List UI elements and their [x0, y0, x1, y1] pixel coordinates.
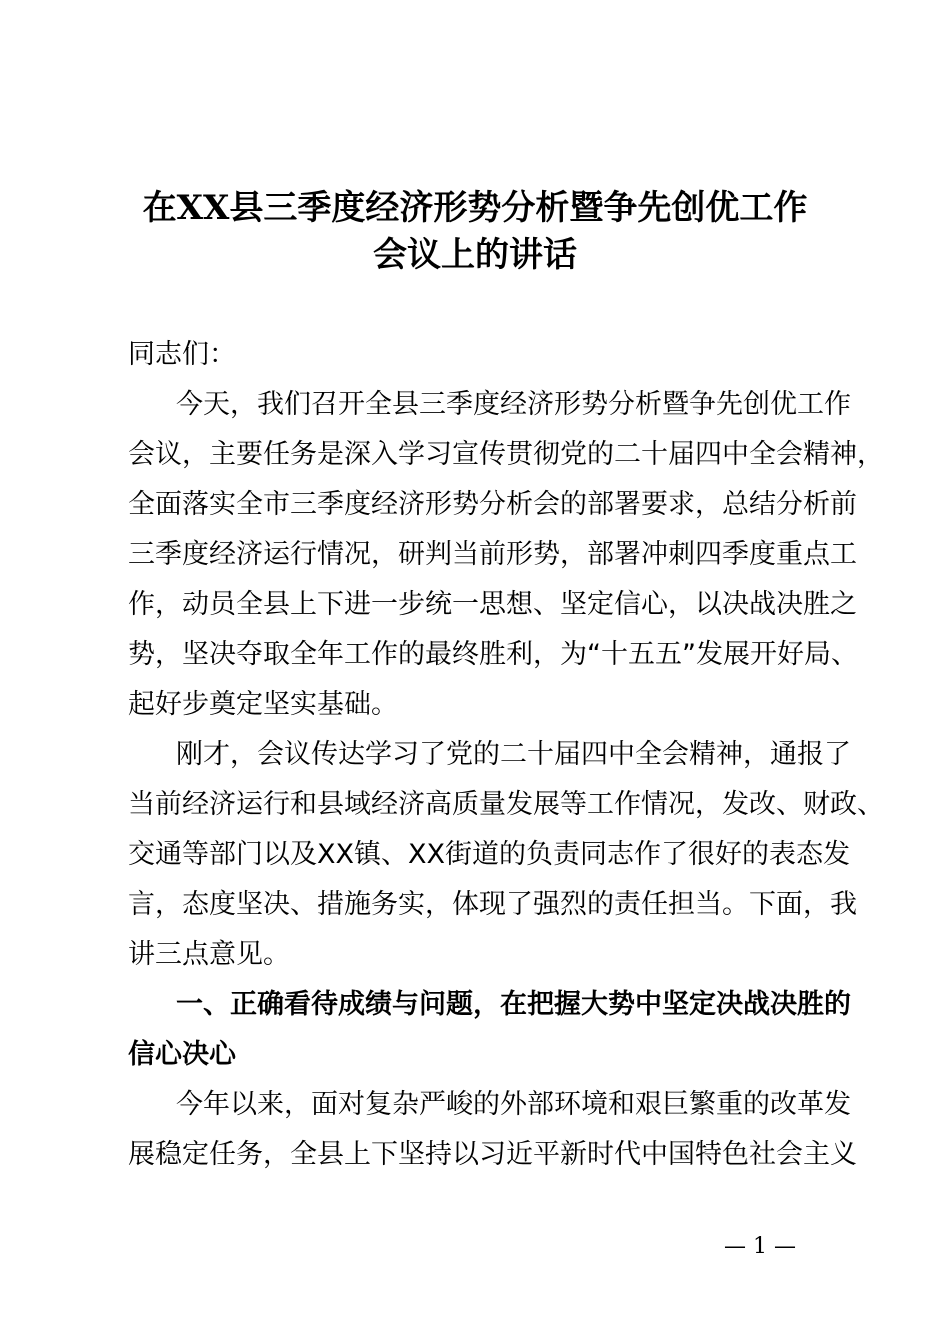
section-heading-line: 一、正确看待成绩与问题，在把握大势中坚定决战决胜的	[176, 989, 851, 1020]
paragraph-line: 言，态度坚决、措施务实，体现了强烈的责任担当。下面，我	[128, 889, 857, 920]
paragraph-line: 起好步奠定坚实基础。	[128, 689, 398, 720]
page-number: — 1 —	[724, 1234, 796, 1259]
document-title-line-2: 会议上的讲话	[373, 235, 577, 275]
document-body	[128, 330, 884, 1180]
paragraph-line: 讲三点意见。	[128, 939, 290, 970]
salutation: 同志们：	[128, 339, 236, 370]
paragraph-line: 今年以来，面对复杂严峻的外部环境和艰巨繁重的改革发	[176, 1089, 851, 1120]
paragraph-line: 展稳定任务，全县上下坚持以习近平新时代中国特色社会主义	[128, 1139, 857, 1170]
section-heading-line: 信心决心	[128, 1039, 236, 1070]
paragraph-line: 全面落实全市三季度经济形势分析会的部署要求，总结分析前	[128, 489, 857, 520]
paragraph-line: 势，坚决夺取全年工作的最终胜利，为“十五五”发展开好局、	[128, 639, 858, 670]
paragraph-line: 当前经济运行和县域经济高质量发展等工作情况，发改、财政、	[128, 789, 884, 820]
paragraph-line: 作，动员全县上下进一步统一思想、坚定信心，以决战决胜之	[128, 589, 857, 620]
paragraph-line: 刚才，会议传达学习了党的二十届四中全会精神，通报了	[176, 739, 851, 770]
paragraph-line: 今天，我们召开全县三季度经济形势分析暨争先创优工作	[176, 389, 851, 420]
paragraph-line: 交通等部门以及XX镇、XX街道的负责同志作了很好的表态发	[128, 839, 850, 870]
document-title-line-1: 在XX县三季度经济形势分析暨争先创优工作	[142, 188, 808, 228]
paragraph-line: 会议，主要任务是深入学习宣传贯彻党的二十届四中全会精神，	[128, 439, 884, 470]
paragraph-line: 三季度经济运行情况，研判当前形势，部署冲刺四季度重点工	[128, 539, 857, 570]
